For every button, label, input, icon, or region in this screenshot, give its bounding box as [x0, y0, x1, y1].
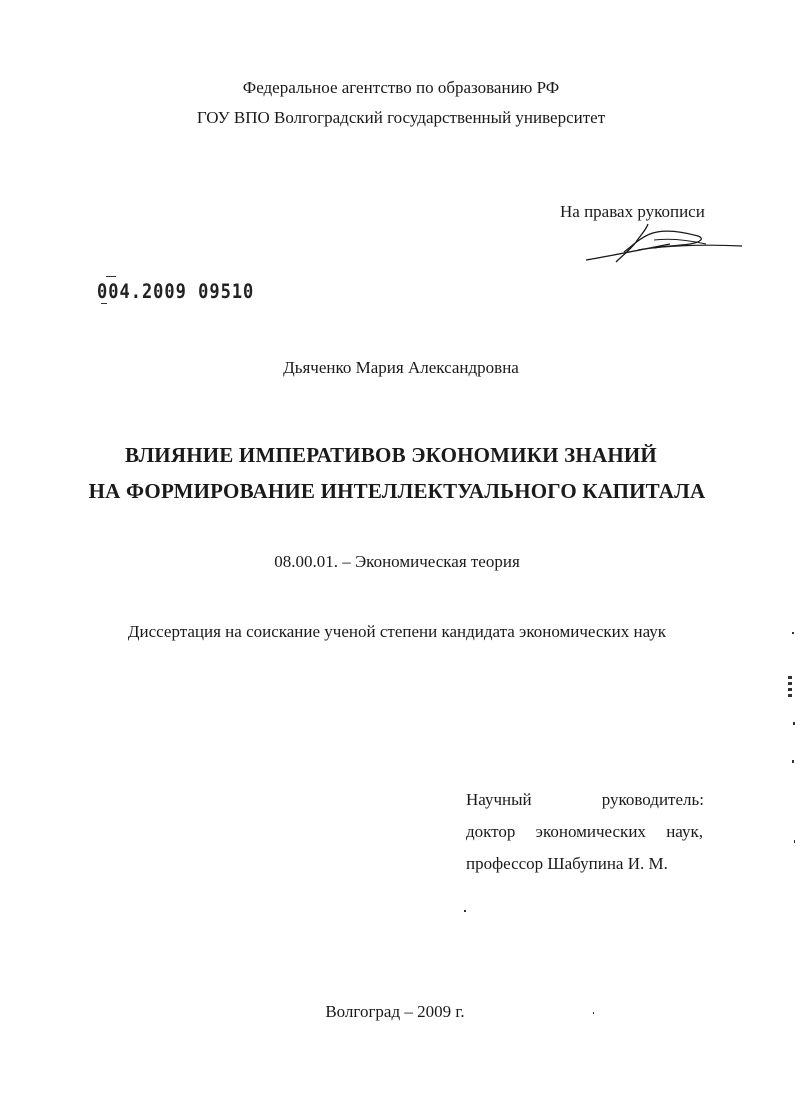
scan-speck	[792, 760, 794, 763]
scan-speck	[793, 722, 795, 725]
signature-icon	[580, 222, 745, 264]
scan-speck	[106, 276, 116, 277]
supervisor-degree	[466, 822, 703, 842]
degree-statement: Диссертация на соискание ученой степени кандидата экономических наук	[127, 622, 667, 641]
scan-speck	[101, 303, 107, 304]
place-and-year: Волгоград – 2009 г.	[325, 1002, 465, 1021]
university-name: ГОУ ВПО Волгоградский государственный университет	[196, 108, 606, 127]
manuscript-note: На правах рукописи	[560, 202, 705, 221]
supervisor-degree-word: экономических	[535, 822, 646, 841]
supervisor-label-word: Научный	[466, 790, 532, 809]
scan-speck	[792, 632, 794, 634]
supervisor-name: профессор Шабупина И. М.	[466, 854, 668, 873]
supervisor-degree-word: доктор	[466, 822, 516, 841]
author-name: Дьяченко Мария Александровна	[283, 358, 519, 377]
scan-speck	[464, 910, 466, 912]
dissertation-title-line-2: НА ФОРМИРОВАНИЕ ИНТЕЛЛЕКТУАЛЬНОГО КАПИТАЛА	[88, 479, 706, 503]
scan-speck	[794, 840, 795, 843]
specialty-code: 08.00.01. – Экономическая теория	[274, 552, 520, 571]
registration-stamp: 004.2009 09510	[97, 280, 255, 304]
scan-speck	[788, 676, 792, 698]
agency-name: Федеральное агентство по образованию РФ	[242, 78, 560, 97]
dissertation-title-line-1: ВЛИЯНИЕ ИМПЕРАТИВОВ ЭКОНОМИКИ ЗНАНИЙ	[125, 443, 657, 467]
supervisor-label	[466, 790, 704, 810]
supervisor-degree-word: наук,	[666, 822, 703, 841]
supervisor-label-word: руководитель:	[601, 790, 704, 809]
scan-speck	[593, 1012, 594, 1014]
